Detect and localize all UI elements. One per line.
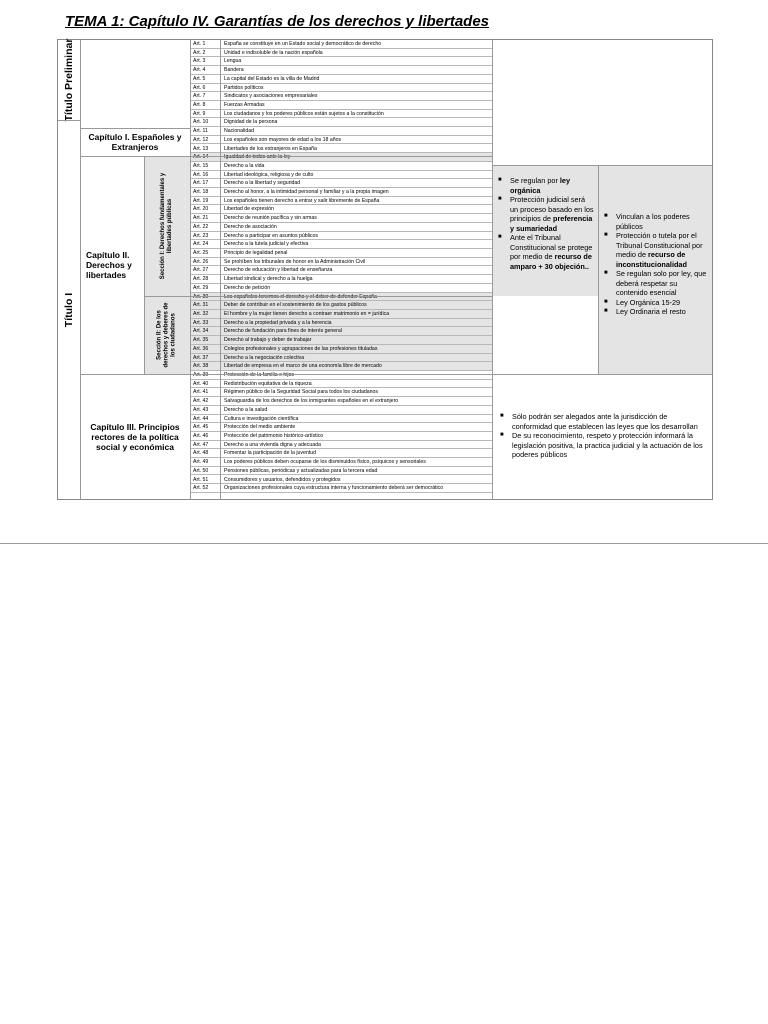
article-description: Derecho a la tutela judicial y efectiva [224, 241, 309, 248]
article-number: Art. 43 [193, 406, 209, 413]
article-description: Derecho a la negociación colectiva [224, 354, 305, 361]
note-emphasis: ley orgánica [510, 176, 571, 195]
bullet-icon: ■ [604, 213, 608, 219]
article-description: Redistribución equitativa de la riqueza [224, 380, 312, 387]
article-number: Art. 31 [193, 302, 209, 309]
article-description: Cultura e investigación científica [224, 415, 299, 422]
article-description: Libertad sindical y derecho a la huelga [224, 276, 313, 283]
article-description: Derecho a una vivienda digna y adecuada [224, 441, 321, 448]
article-number: Art. 22 [193, 223, 209, 230]
article-description: Derecho de petición [224, 284, 271, 291]
bullet-icon: ■ [604, 270, 608, 276]
article-number: Art. 45 [193, 424, 209, 431]
article-row [190, 179, 492, 188]
article-row [190, 327, 492, 336]
article-description: Los poderes públicos deben ocuparse de los disminuidos físico, psíquicos y sensoriales [224, 459, 426, 466]
article-number: Art. 32 [193, 311, 209, 317]
note-item [496, 195, 595, 233]
article-row [190, 136, 492, 145]
note-text: Protección o tutela por el Tribunal Constitucional por medio de [616, 231, 703, 259]
article-row [190, 49, 492, 58]
bullet-icon: ■ [604, 308, 608, 314]
capitulo-ii-label: Capítulo II. Derechos y libertades [86, 250, 132, 280]
seccion-1-label: Sección I: Derechos fundamentales y libertades públicas [160, 172, 173, 280]
article-row [190, 205, 492, 214]
article-number: Art. 35 [193, 337, 209, 344]
page-divider [0, 543, 768, 544]
article-number: Art. 47 [193, 441, 209, 448]
article-row [190, 266, 492, 275]
seccion-1-cell [144, 156, 190, 296]
article-row [190, 284, 492, 293]
note-item [496, 176, 595, 195]
seccion-2-label: Sección II: De los derechos y deberes de los ciudadanos [156, 302, 177, 368]
capitulo-iii-cell [80, 374, 190, 500]
article-number: Art. 33 [193, 319, 209, 326]
article-row [190, 153, 492, 162]
article-description: Salvaguardia de los derechos de los inmigrantes españoles en el extranjero [224, 398, 399, 405]
note-item [498, 412, 708, 431]
article-row [190, 127, 492, 136]
note-text: Se regulan por [510, 176, 560, 185]
bullet-icon: ■ [604, 232, 608, 238]
article-number: Art. 15 [193, 162, 209, 169]
article-description: Derecho de fundación para fines de interés general [224, 328, 342, 335]
article-number: Art. 26 [193, 258, 209, 265]
note-item [602, 298, 708, 308]
titulo-preliminar-cell [58, 40, 80, 120]
article-description: Libertades de los extranjeros en España [224, 145, 317, 152]
article-number: Art. 4 [193, 67, 206, 74]
article-number: Art. 23 [193, 232, 209, 239]
bullet-icon: ■ [498, 234, 502, 240]
article-row [190, 354, 492, 363]
note-text: De su reconocimiento, respeto y protección informará la legislación positiva, la practica judicial y la actuación de los poderes públicos [512, 431, 703, 459]
note-text: Ley Orgánica 15-29 [616, 297, 681, 307]
article-row [190, 432, 492, 441]
article-number: Art. 44 [193, 415, 209, 422]
article-row [190, 345, 492, 354]
article-description: Sindicatos y asociaciones empresariales [224, 93, 318, 100]
article-row [190, 319, 492, 328]
article-row [190, 249, 492, 258]
article-description: Bandera [224, 67, 244, 74]
article-description: Derecho a la salud [224, 406, 268, 413]
article-description: España se constituye en un Estado social y democrático de derecho [224, 41, 382, 47]
capitulo-ii-cell [80, 156, 144, 374]
article-number: Art. 41 [193, 389, 209, 396]
article-description: Derecho a participar en asuntos públicos [224, 232, 319, 239]
article-row [190, 476, 492, 485]
article-number: Art. 24 [193, 241, 209, 248]
article-number: Art. 51 [193, 476, 209, 483]
article-row [190, 388, 492, 397]
article-number: Art. 2 [193, 49, 206, 56]
article-row [190, 397, 492, 406]
article-description: Fomentar la participación de la juventud [224, 450, 316, 457]
article-row [190, 92, 492, 101]
bullet-icon: ■ [498, 196, 502, 202]
article-row [190, 66, 492, 75]
note-item [602, 231, 708, 269]
note-text: Ante el Tribunal Constitucional se protege por medio de [510, 233, 593, 261]
titulo-i-label: Título I [63, 292, 75, 328]
seccion-2-cell [144, 296, 190, 374]
article-description: Derecho de asociación [224, 223, 277, 230]
article-description: Derecho de reunión pacífica y sin armas [224, 215, 317, 222]
article-number: Art. 3 [193, 58, 206, 65]
article-row [190, 406, 492, 415]
article-number: Art. 30 [193, 293, 209, 300]
article-description: Derecho a la vida [224, 162, 265, 169]
article-row [190, 145, 492, 154]
article-number: Art. 14 [193, 154, 209, 161]
article-description: Organizaciones profesionales cuya estructura interna y funcionamiento deberá ser democrático [224, 485, 444, 492]
article-description: Dignidad de la persona [224, 119, 278, 126]
bullet-icon: ■ [498, 177, 502, 183]
note-item [602, 307, 708, 317]
article-description: Derecho a la propiedad privada y a la herencia [224, 319, 332, 326]
titulo-preliminar-label: Título Preliminar [63, 38, 75, 122]
article-number: Art. 9 [193, 110, 206, 117]
article-description: Unidad e indisoluble de la nación española [224, 49, 323, 56]
article-number: Art. 28 [193, 276, 209, 283]
article-row [190, 101, 492, 110]
article-description: Régimen público de la Seguridad Social para todos los ciudadanos [224, 389, 378, 396]
note-text: Vinculan a los poderes públicos [616, 212, 690, 231]
article-row [190, 449, 492, 458]
notes-seccion-1 [492, 165, 598, 296]
article-number: Art. 50 [193, 467, 209, 474]
titulo-i-cell [58, 120, 80, 500]
article-row [190, 441, 492, 450]
article-number: Art. 6 [193, 84, 206, 91]
capitulo-i-cell [80, 128, 190, 156]
article-row [190, 301, 492, 310]
bullet-icon: ■ [500, 432, 504, 438]
article-row [190, 84, 492, 93]
article-number: Art. 42 [193, 398, 209, 405]
bullet-icon: ■ [500, 413, 504, 419]
article-row [190, 75, 492, 84]
article-row [190, 162, 492, 171]
article-number: Art. 34 [193, 328, 209, 335]
article-number: Art. 46 [193, 432, 209, 439]
article-description: Partidos políticos [224, 84, 264, 91]
note-item [498, 431, 708, 460]
article-row [190, 118, 492, 127]
article-row [190, 362, 492, 371]
article-number: Art. 1 [193, 41, 206, 47]
article-number: Art. 48 [193, 450, 209, 457]
article-description: Colegios profesionales y agrupaciones de las profesiones tituladas [224, 345, 378, 352]
article-number: Art. 27 [193, 267, 209, 274]
article-number: Art. 8 [193, 101, 206, 108]
article-row [190, 336, 492, 345]
article-description: Nacionalidad [224, 128, 254, 135]
article-description: Los españoles tienen derecho a entrar y salir libremente de España [224, 197, 380, 204]
article-number: Art. 12 [193, 136, 209, 143]
capitulo-i-label: Capítulo I. Españoles y Extranjeros [88, 132, 182, 152]
article-row [190, 188, 492, 197]
article-number: Art. 13 [193, 145, 209, 152]
document-title: TEMA 1: Capítulo IV. Garantías de los derechos y libertades [65, 13, 490, 30]
article-description: Derecho al trabajo y deber de trabajar [224, 337, 312, 344]
article-description: Consumidores y usuarios, defendidos y protegidos [224, 476, 341, 483]
article-number: Art. 10 [193, 119, 209, 126]
article-description: Los ciudadanos y los poderes públicos están sujetos a la constitución [224, 110, 384, 117]
article-number: Art. 40 [193, 380, 209, 387]
note-item [602, 212, 708, 231]
article-description: Pensiones públicas, periódicas y actualizadas para la tercera edad [224, 467, 378, 474]
article-number: Art. 5 [193, 75, 206, 82]
notes-capitulo-iii [492, 374, 712, 500]
note-emphasis: preferencia y sumariedad [510, 214, 593, 233]
article-description: Protección de la familia e hijos [224, 371, 295, 378]
article-description: Los españoles son mayores de edad a los 18 años [224, 136, 342, 143]
articles-list [190, 40, 492, 500]
article-number: Art. 21 [193, 215, 209, 222]
article-number: Art. 7 [193, 93, 206, 100]
article-number: Art. 20 [193, 206, 209, 213]
article-row [190, 40, 492, 49]
article-description: Igualdad de todos ante la ley [224, 154, 291, 161]
article-row [190, 110, 492, 119]
article-number: Art. 29 [193, 284, 209, 291]
article-number: Art. 18 [193, 189, 209, 196]
article-description: Derecho a la libertad y seguridad [224, 180, 301, 187]
article-row [190, 484, 492, 493]
article-row [190, 197, 492, 206]
note-text: Ley Ordinaria el resto [616, 307, 686, 316]
article-row [190, 171, 492, 180]
note-emphasis: recurso de amparo + 30 objeción.. [510, 252, 592, 271]
capitulo-iii-label: Capítulo III. Principios rectores de la política social y económica [90, 422, 180, 452]
article-description: Protección del medio ambiente [224, 424, 296, 431]
article-number: Art. 36 [193, 345, 209, 352]
article-row [190, 310, 492, 319]
article-number: Art. 37 [193, 354, 209, 361]
note-text: Protección judicial será un proceso basado en los principios de [510, 195, 594, 223]
article-number: Art. 52 [193, 485, 209, 492]
article-description: Principio de legalidad penal [224, 250, 288, 257]
note-item [496, 233, 595, 271]
article-row [190, 275, 492, 284]
article-description: Lengua [224, 58, 242, 65]
constitution-table [57, 39, 713, 500]
article-number: Art. 39 [193, 371, 209, 378]
article-description: Libertad ideológica, religiosa y de culto [224, 171, 314, 178]
article-description: Los españoles tenemos el derecho y el deber de defender España [224, 293, 377, 300]
article-row [190, 232, 492, 241]
article-row [190, 223, 492, 232]
article-description: Protección del patrimonio histórico-artístico [224, 432, 324, 439]
article-number: Art. 11 [193, 128, 208, 135]
bullet-icon: ■ [604, 298, 608, 305]
article-row [190, 57, 492, 66]
article-row [190, 240, 492, 249]
article-row [190, 423, 492, 432]
article-row [190, 467, 492, 476]
notes-capitulo-ii [598, 165, 712, 374]
article-description: Se prohíben los tribunales de honor en la Administración Civil [224, 258, 366, 265]
article-number: Art. 25 [193, 250, 209, 257]
article-row [190, 458, 492, 467]
article-description: Fuerzas Armadas [224, 101, 265, 108]
article-description: Deber de contribuir en el sostenimiento de los gastos públicos [224, 302, 367, 309]
article-number: Art. 17 [193, 180, 209, 187]
note-text: Se regulan solo por ley, que deberá respetar su contenido esencial [616, 269, 707, 297]
note-item [602, 269, 708, 298]
article-number: Art. 19 [193, 197, 209, 204]
article-description: Libertad de empresa en el marco de una economía libre de mercado [224, 363, 382, 370]
article-row [190, 380, 492, 389]
article-description: El hombre y la mujer tienen derecho a contraer matrimonio en = jurídica [224, 311, 390, 317]
article-number: Art. 49 [193, 459, 209, 466]
article-description: Derecho de educación y libertad de enseñanza [224, 267, 333, 274]
article-row [190, 214, 492, 223]
article-row [190, 371, 492, 380]
note-text: Sólo podrán ser alegados ante la jurisdicción de conformidad que establecen las leyes que los desarrollan [512, 412, 698, 431]
article-number: Art. 16 [193, 171, 209, 178]
article-row [190, 258, 492, 267]
article-description: Derecho al honor, a la intimidad personal y familiar y a la propia imagen [224, 189, 389, 196]
note-emphasis: recurso de inconstitucionalidad [616, 250, 687, 269]
article-row [190, 415, 492, 424]
article-number: Art. 38 [193, 363, 209, 370]
article-description: Libertad de expresión [224, 206, 274, 213]
article-description: La capital del Estado es la villa de Madrid [224, 75, 320, 82]
